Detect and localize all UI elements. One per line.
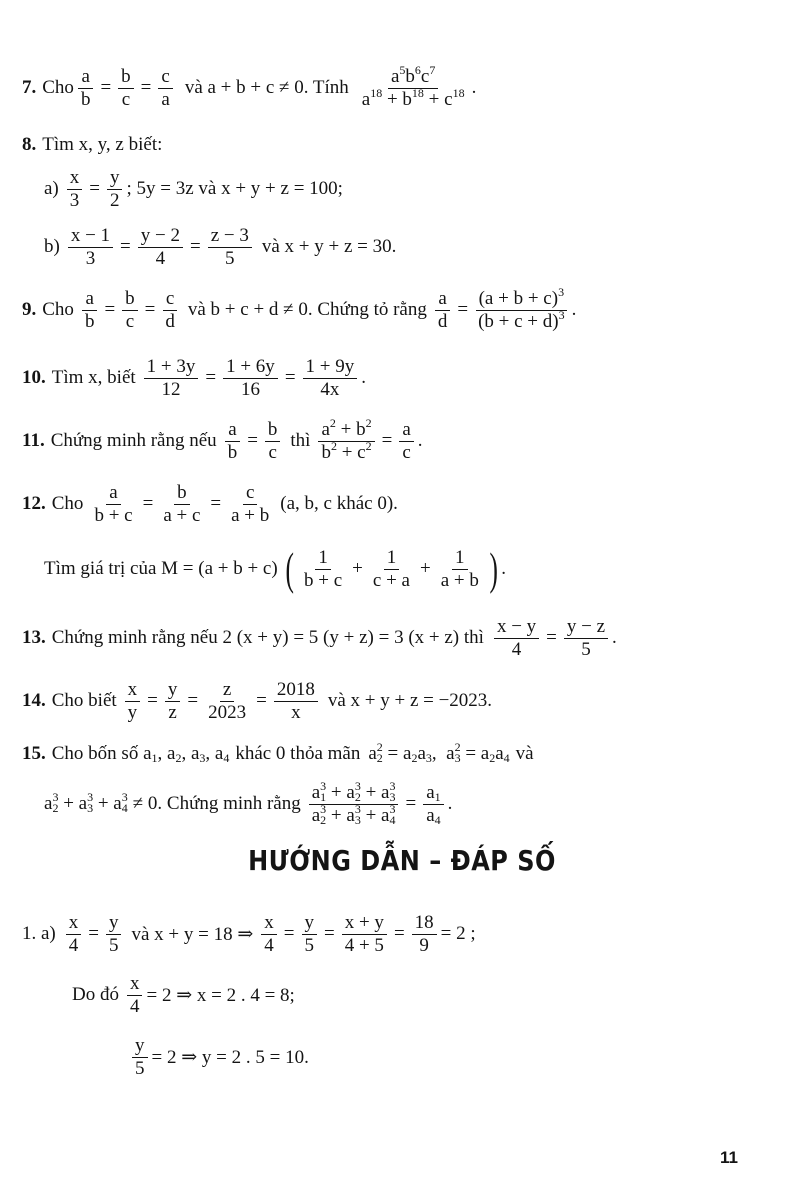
- text: và b + c + d ≠ 0. Chứng tỏ rằng: [187, 299, 427, 320]
- fraction: $\frac{x + y}{4 + 5}$: [342, 912, 387, 957]
- text: Cho biết: [51, 690, 117, 711]
- fraction: $\frac{a}{b}$: [82, 288, 98, 333]
- problem-7: 7. Cho $\frac{a}{b}$ = $\frac{b}{c}$ = $\frac{c}{a}$ và a + b + c ≠ 0. Tính $\frac{a^5b^6c^7}{a^{18} + b^{18} + c^{18}}$ .: [22, 62, 477, 110]
- text: và: [515, 743, 534, 764]
- fraction: $\frac{x}{y}$: [125, 679, 141, 724]
- problem-number: 15.: [22, 743, 46, 764]
- fraction: $\frac{b}{c}$: [122, 288, 138, 333]
- problem-8b: b) $\frac{x - 1}{3}$ = $\frac{y - 2}{4}$ = $\frac{z - 3}{5}$ và x + y + z = 30.: [44, 224, 397, 269]
- problem-number: 14.: [22, 690, 46, 711]
- fraction: $\frac{a^2 + b^2}{b^2 + c^2}$: [318, 419, 374, 464]
- fraction: $\frac{b}{a + c}$: [163, 481, 201, 526]
- fraction: $\frac{x}{4}$: [261, 912, 277, 957]
- fraction: $\frac{a}{b}$: [225, 419, 241, 464]
- fraction: $\frac{b}{c}$: [118, 66, 134, 111]
- problem-15: 15. Cho bốn số $a_1$, $a_2$, $a_3$, $a_4$ khác 0 thỏa mãn $a^2_2 = a_2a_3$, $a^2_3 = a_2a_4$ và: [22, 740, 534, 765]
- fraction: $\frac{2018}{x}$: [274, 679, 318, 724]
- text: và a + b + c ≠ 0. Tính: [184, 77, 349, 98]
- answer-label: 1. a): [22, 923, 56, 944]
- fraction: $\frac{z - 3}{5}$: [208, 225, 252, 270]
- fraction: $\frac{1}{c + a}$: [372, 546, 410, 591]
- problem-13: 13. Chứng minh rằng nếu 2 (x + y) = 5 (y + z) = 3 (x + z) thì $\frac{x - y}{4}$ = $\frac{y - z}{5}$ .: [22, 615, 617, 660]
- problem-8a: a) $\frac{x}{3}$ = $\frac{y}{2}$ ; 5y = 3z và x + y + z = 100;: [44, 166, 343, 211]
- fraction: $\frac{y - z}{5}$: [564, 616, 608, 661]
- text: = 2 ⇒ x = 2 . 4 = 8;: [146, 984, 295, 1006]
- text: ; 5y = 3z và x + y + z = 100;: [126, 178, 343, 199]
- answer-1a-y: [128, 1030, 309, 1084]
- problem-8: [22, 132, 162, 158]
- fraction: $\frac{a^3_1 + a^3_2 + a^3_3}{a^3_2 + a^3_3 + a^3_4}$: [309, 782, 399, 827]
- text: Chứng minh rằng nếu 2 (x + y) = 5 (y + z) = 3 (x + z) thì: [51, 627, 484, 648]
- fraction: $\frac{y}{z}$: [165, 679, 181, 724]
- fraction: $\frac{1 + 9y}{4x}$: [303, 356, 358, 401]
- fraction: $\frac{x}{4}$: [66, 912, 82, 957]
- text: Do đó: [72, 984, 119, 1005]
- fraction: $\frac{x - y}{4}$: [494, 616, 539, 661]
- text: khác 0 thỏa mãn: [235, 743, 361, 764]
- problem-number: 7.: [22, 77, 37, 98]
- fraction: $\frac{y}{5}$: [106, 912, 122, 957]
- text: Cho: [51, 493, 84, 514]
- problem-number: 13.: [22, 627, 46, 648]
- text: và x + y + z = 30.: [261, 236, 397, 257]
- fraction: $\frac{y}{5}$: [132, 1035, 148, 1080]
- text: (a, b, c khác 0).: [280, 493, 398, 514]
- fraction: $\frac{x}{4}$: [127, 973, 143, 1018]
- problem-12-part2: Tìm giá trị của M = (a + b + c) ( $\frac{1}{b + c}$ + $\frac{1}{c + a}$ + $\frac{1}{a + b}$ ) .: [44, 543, 506, 594]
- fraction: $\frac{a}{d}$: [435, 288, 451, 333]
- label: a): [44, 178, 59, 199]
- text: và x + y + z = −2023.: [327, 690, 493, 711]
- fraction: $\frac{y}{5}$: [302, 912, 318, 957]
- problem-number: 10.: [22, 367, 46, 388]
- fraction: $\frac{c}{d}$: [162, 288, 178, 333]
- fraction: $\frac{1 + 3y}{12}$: [144, 356, 199, 401]
- problem-9: 9. Cho $\frac{a}{b}$ = $\frac{b}{c}$ = $\frac{c}{d}$ và b + c + d ≠ 0. Chứng tỏ rằng $\frac{a}{d}$ = $\frac{(a + b + c)^3}{(b + c + d)^3}$ .: [22, 284, 577, 332]
- fraction: $\frac{c}{a}$: [158, 66, 172, 111]
- fraction: $\frac{(a + b + c)^3}{(b + c + d)^3}$: [475, 288, 568, 333]
- answer-1a: 1. a) $\frac{x}{4}$ = $\frac{y}{5}$ và x + y = 18 ⇒ $\frac{x}{4}$ = $\frac{y}{5}$ = $\frac{x + y}{4 + 5}$ = $\frac{18}{9}$ = 2 ;: [22, 911, 476, 956]
- fraction: $\frac{a}{c}$: [399, 419, 413, 464]
- problem-number: 8.: [22, 134, 37, 155]
- fraction: $\frac{1}{a + b}$: [440, 546, 479, 591]
- problem-15-part2: $a^3_2 + a^3_3 + a^3_4$ ≠ 0. Chứng minh rằng $\frac{a^3_1 + a^3_2 + a^3_3}{a^3_2 + a^3_3 + a^3_4}$ = $\frac{a_1}{a_4}$ .: [44, 778, 453, 827]
- text: Chứng minh rằng nếu: [50, 430, 217, 451]
- text: Cho bốn số $a_1$, $a_2$, $a_3$, $a_4$: [51, 743, 230, 765]
- text: Tìm x, y, z biết:: [42, 134, 163, 155]
- fraction: $\frac{y - 2}{4}$: [138, 225, 183, 270]
- text: Cho: [42, 299, 74, 320]
- fraction: $\frac{1 + 6y}{16}$: [223, 356, 278, 401]
- problem-number: 12.: [22, 493, 46, 514]
- problem-number: 9.: [22, 299, 37, 320]
- problem-14: 14. Cho biết $\frac{x}{y}$ = $\frac{y}{z}$ = $\frac{z}{2023}$ = $\frac{2018}{x}$ và x + y + z = −2023.: [22, 678, 493, 723]
- fraction: $\frac{x - 1}{3}$: [68, 225, 113, 270]
- fraction: $\frac{c}{a + b}$: [231, 481, 270, 526]
- fraction: $\frac{1}{b + c}$: [304, 546, 343, 591]
- label: b): [44, 236, 60, 257]
- text: Tìm x, biết: [51, 367, 136, 388]
- text: và x + y = 18 ⇒: [131, 923, 254, 945]
- text: Cho: [42, 77, 74, 98]
- fraction: $\frac{z}{2023}$: [208, 678, 247, 723]
- fraction: $\frac{a}{b + c}$: [94, 481, 133, 526]
- fraction: $\frac{x}{3}$: [67, 167, 83, 212]
- fraction: $\frac{a_1}{a_4}$: [423, 782, 443, 827]
- problem-10: 10. Tìm x, biết $\frac{1 + 3y}{12}$ = $\frac{1 + 6y}{16}$ = $\frac{1 + 9y}{4x}$ .: [22, 355, 366, 400]
- fraction: $\frac{b}{c}$: [265, 419, 281, 464]
- problem-11: 11. Chứng minh rằng nếu $\frac{a}{b}$ = $\frac{b}{c}$ thì $\frac{a^2 + b^2}{b^2 + c^2}$ = $\frac{a}{c}$ .: [22, 415, 423, 463]
- problem-12: 12. Cho $\frac{a}{b + c}$ = $\frac{b}{a + c}$ = $\frac{c}{a + b}$ (a, b, c khác 0).: [22, 481, 398, 526]
- page-number: 11: [720, 1148, 738, 1167]
- text: = 2 ⇒ y = 2 . 5 = 10.: [151, 1046, 309, 1068]
- answer-1a-x: [72, 968, 295, 1022]
- text: ≠ 0. Chứng minh rằng: [132, 793, 301, 814]
- text: Tìm giá trị của M = (a + b + c): [44, 558, 278, 579]
- fraction: $\frac{a}{b}$: [78, 66, 94, 111]
- fraction: $\frac{a^5b^6c^7}{a^{18} + b^{18} + c^{18}}$: [361, 62, 465, 110]
- fraction: $\frac{y}{2}$: [107, 167, 123, 212]
- problem-number: 11.: [22, 430, 45, 451]
- section-heading: HƯỚNG DẪN – ĐÁP SỐ: [248, 844, 556, 878]
- text: = 2 ;: [440, 923, 476, 944]
- fraction: $\frac{18}{9}$: [412, 912, 437, 957]
- text: thì: [290, 430, 311, 451]
